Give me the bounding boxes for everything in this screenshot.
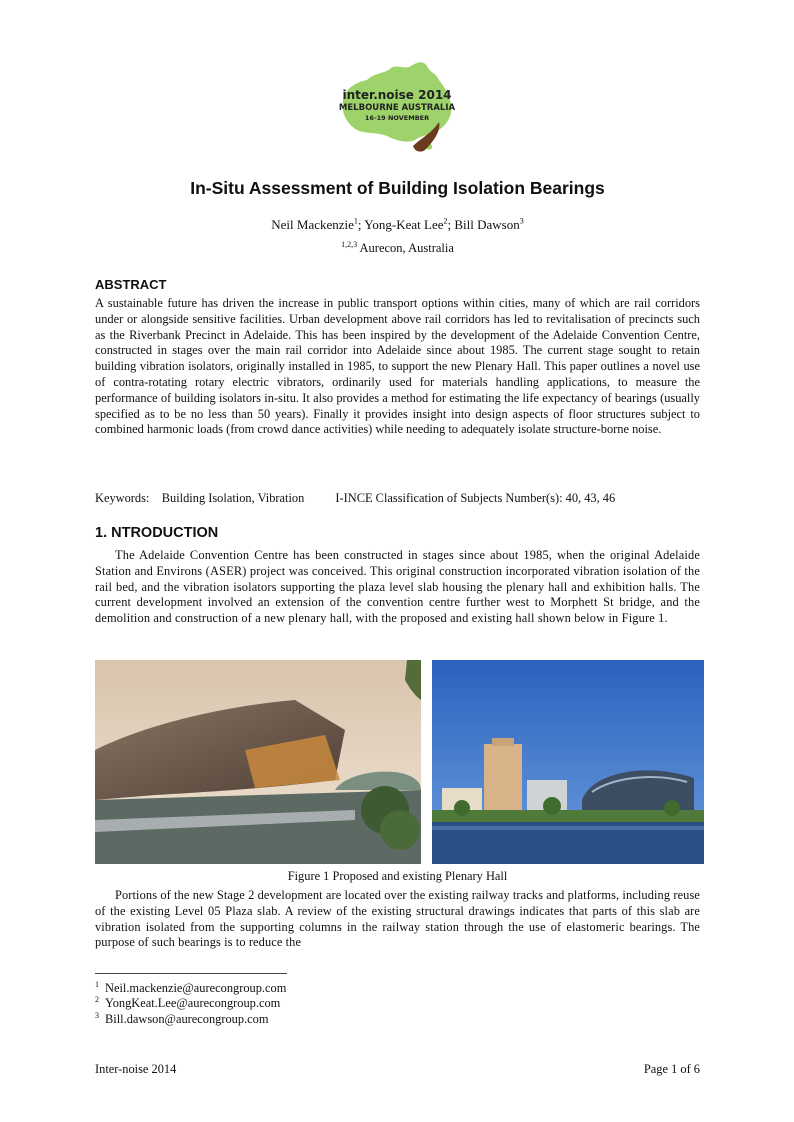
body-paragraph: Portions of the new Stage 2 development are located over the existing railway tracks and platforms, including reuse of the existing Level 05 Plaza slab. A review of the existing structural drawings indicates that parts of this slab are vibration isolated from the supporting columns in the railway station through the use of elastomeric bearings. The purpose of such bearings is to reduce the [95,888,700,950]
footnote-item [95,996,280,1011]
keywords-line [95,491,615,506]
abstract-text: A sustainable future has driven the increase in public transport options within cities, many of which are rail corridors under or alongside sensitive facilities. Urban development above rail corridors has led to revitalisation of precincts such as the Riverbank Precinct in Adelaide. This has been inspired by the development of the Adelaide Convention Centre, constructed in stages over the main rail corridor into Adelaide since about 1985. The current stage sought to retain building vibration isolators, originally installed in 1985, to support the new Plenary Hall. This paper outlines a novel use of contra-rotating rotary electric vibrators, ordinarily used for materials handling applications, to measure the performance of building isolators in-situ. It also provides a method for estimating the life expectancy of bearings (usually specified as to be no less than 50 years). Finally it provides insight into design aspects of floor structures subject to combined harmonic loads (from crowd dance activities) while needing to adequately isolate structure-borne noise. [95,296,700,437]
footer-page-number: Page 1 of 6 [643,1062,700,1076]
author-name: Bill Dawson [454,217,520,232]
author-list: Neil Mackenzie$^1$; Yong-Keat Lee$^2$; Bill Dawson$^3$ [271,216,524,232]
footnote-item [95,1012,269,1027]
author-mark: 2 [443,216,448,226]
footnote-email: YongKeat.Lee@aurecongroup.com [105,996,281,1010]
figure-proposed-hall-image [95,660,421,864]
paper-title: In-Situ Assessment of Building Isolation Bearings [190,178,605,198]
footnote-email: Bill.dawson@aurecongroup.com [105,1012,269,1026]
affiliation [95,241,700,256]
logo-location: MELBOURNE AUSTRALIA [338,103,456,113]
logo-title: inter.noise 2014 [342,88,452,102]
footnote-mark: 1 [95,979,99,989]
classification-text: I-INCE Classification of Subjects Number(s): 40, 43, 46 [335,491,616,505]
author-mark: 3 [519,216,524,226]
author-name: Yong-Keat Lee [364,217,444,232]
abstract-heading: ABSTRACT [95,277,167,292]
figure-caption: Figure 1 Proposed and existing Plenary Hall [287,869,508,883]
section-heading: 1. NTRODUCTION [95,525,219,541]
introduction-paragraph: The Adelaide Convention Centre has been constructed in stages since about 1985, when the original Adelaide Station and Environs (ASER) project was conceived. This original construction incorporated vibration isolation of the rail bed, and the vibration isolators supporting the plaza level slab housing the plenary hall and exhibition halls. The current development involved an extension of the convention centre further west to Morphett St bridge, and the demolition and construction of a new plenary hall, with the proposed and existing hall shown below in Figure 1. [95,548,700,626]
keywords-label: Keywords: [95,491,150,505]
keywords-value: Building Isolation, Vibration [161,491,305,505]
logo-dates: 16-19 NOVEMBER [364,114,430,122]
footnote-mark: 3 [95,1010,99,1020]
affiliation-text: Aurecon, Australia [357,241,454,255]
footer-conference: Inter-noise 2014 [95,1062,177,1076]
author-name: Neil Mackenzie [271,217,354,232]
footnote-mark: 2 [95,994,99,1004]
affiliation-marks: 1,2,3 [341,239,358,249]
figure-existing-hall-image [432,660,704,864]
footnote-item [95,981,286,996]
footnote-divider [95,973,287,974]
footnote-email: Neil.mackenzie@aurecongroup.com [105,981,287,995]
author-mark: 1 [353,216,358,226]
